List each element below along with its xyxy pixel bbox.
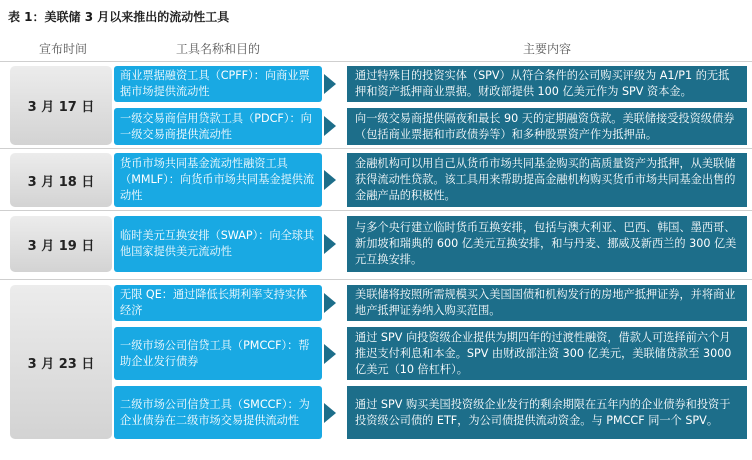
arrow-icon <box>324 234 336 254</box>
tool-text: 无限 QE：通过降低长期利率支持实体经济 <box>120 288 308 317</box>
content-cell <box>347 285 747 321</box>
divider <box>0 61 752 62</box>
tool-cell <box>114 386 322 439</box>
header-tool: 工具名称和目的 <box>175 42 260 56</box>
content-text: 与多个央行建立临时货币互换安排，包括与澳大利亚、巴西、韩国、墨西哥、新加坡和瑞典的 600 亿美元互换安排，和与丹麦、挪威及新西兰的 300 亿美元互换安排。 <box>355 221 737 266</box>
date-cell: 3 月 19 日 <box>10 216 112 272</box>
tool-text: 临时美元互换安排（SWAP）：向全球其他国家提供美元流动性 <box>120 229 315 258</box>
date-cell: 3 月 17 日 <box>10 66 112 145</box>
content-text: 通过 SPV 向投资级企业提供为期四年的过渡性融资，借款人可选择前六个月推迟支付利息和本金。SPV 由财政部注资 300 亿美元，美联储贷款至 3000 亿美元（10 倍杠杆）。 <box>355 330 732 376</box>
arrow-icon <box>324 116 336 136</box>
arrow-icon <box>324 403 336 423</box>
content-text: 向一级交易商提供隔夜和最长 90 天的定期融资贷款。美联储接受投资级债券（包括商业票据和市政债券等）和多种股票资产作为抵押品。 <box>355 111 735 141</box>
divider <box>0 148 752 149</box>
content-cell <box>347 66 747 102</box>
content-cell <box>347 153 747 207</box>
tool-cell <box>114 285 322 321</box>
arrow-icon <box>324 170 336 190</box>
arrow-icon <box>324 293 336 313</box>
divider <box>0 210 752 211</box>
tool-cell <box>114 66 322 102</box>
content-cell <box>347 386 747 439</box>
content-text: 通过 SPV 购买美国投资级企业发行的剩余期限在五年内的企业债券和投资于投资级公司债的 ETF，为公司债提供流动资金。与 PMCCF 同一个 SPV。 <box>355 397 731 427</box>
tool-cell <box>114 327 322 380</box>
content-cell <box>347 327 747 380</box>
tool-text: 商业票据融资工具（CPFF）：向商业票据市场提供流动性 <box>120 69 310 98</box>
arrow-icon <box>324 344 336 364</box>
header-date: 宣布时间 <box>38 42 87 56</box>
header-content: 主要内容 <box>522 42 571 56</box>
tool-cell <box>114 108 322 145</box>
date-cell: 3 月 18 日 <box>10 153 112 207</box>
tool-text: 货币市场共同基金流动性融资工具（MMLF）：向货币市场共同基金提供流动性 <box>120 157 315 202</box>
content-text: 通过特殊目的投资实体（SPV）从符合条件的公司购买评级为 A1/P1 的无抵押和资产抵押商业票据。财政部提供 100 亿美元作为 SPV 资本金。 <box>355 69 730 98</box>
content-text: 美联储将按照所需规模买入美国国债和机构发行的房地产抵押证券，并将商业地产抵押证券纳入购买范围。 <box>355 288 736 317</box>
date-cell: 3 月 23 日 <box>10 285 112 439</box>
tool-cell <box>114 216 322 272</box>
content-cell <box>347 108 747 145</box>
tool-cell <box>114 153 322 207</box>
divider <box>0 279 752 280</box>
tool-text: 二级市场公司信贷工具（SMCCF）：为企业债券在二级市场交易提供流动性 <box>120 397 310 427</box>
content-text: 金融机构可以用自己从货币市场共同基金购买的高质量资产为抵押，从美联储获得流动性贷款。该工具用来帮助提高金融机构购买货币市场共同基金出售的金融产品的积极性。 <box>355 157 736 202</box>
arrow-icon <box>324 74 336 94</box>
tool-text: 一级市场公司信贷工具（PMCCF）：帮助企业发行债券 <box>120 338 310 368</box>
table-title: 表 1：美联储 3 月以来推出的流动性工具 <box>8 10 230 24</box>
tool-text: 一级交易商信用贷款工具（PDCF）：向一级交易商提供流动性 <box>120 111 312 141</box>
content-cell <box>347 216 747 272</box>
